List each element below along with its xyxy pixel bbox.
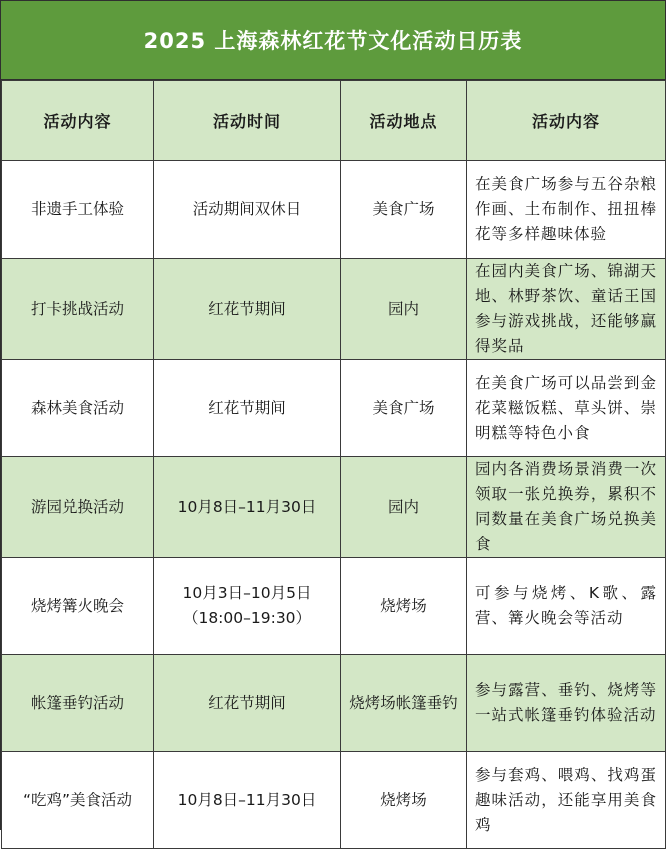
activity-place: 美食广场 (341, 161, 467, 259)
activity-time: 红花节期间 (154, 655, 341, 752)
activity-name: 游园兑换活动 (2, 457, 154, 558)
activity-time-cell (154, 558, 341, 655)
activity-time: 红花节期间 (154, 360, 341, 457)
activity-content: 在美食广场可以品尝到金花菜糍饭糕、草头饼、崇明糕等特色小食 (467, 360, 666, 457)
activity-name: 非遗手工体验 (2, 161, 154, 259)
activity-name: 打卡挑战活动 (2, 259, 154, 360)
activity-content: 园内各消费场景消费一次领取一张兑换券，累积不同数量在美食广场兑换美食 (467, 457, 666, 558)
activity-content: 参与露营、垂钓、烧烤等一站式帐篷垂钓体验活动 (467, 655, 666, 752)
activity-time: 10月8日–11月30日 (154, 752, 341, 849)
activity-name: 森林美食活动 (2, 360, 154, 457)
table-row (2, 558, 666, 655)
page-title: 2025 上海森林红花节文化活动日历表 (1, 1, 665, 80)
activity-place: 园内 (341, 457, 467, 558)
header-time: 活动时间 (154, 81, 341, 161)
table-row (2, 259, 666, 360)
activity-place: 烧烤场 (341, 558, 467, 655)
activity-name: “吃鸡”美食活动 (2, 752, 154, 849)
activity-name: 烧烤篝火晚会 (2, 558, 154, 655)
activity-time: 10月8日–11月30日 (154, 457, 341, 558)
activity-time: 活动期间双休日 (154, 161, 341, 259)
table-row (2, 457, 666, 558)
activity-content: 可参与烧烤、K歌、露营、篝火晚会等活动 (467, 558, 666, 655)
table-row (2, 655, 666, 752)
activity-table (1, 80, 666, 849)
header-content: 活动内容 (467, 81, 666, 161)
header-row (2, 81, 666, 161)
activity-place: 美食广场 (341, 360, 467, 457)
activity-place: 烧烤场 (341, 752, 467, 849)
header-activity: 活动内容 (2, 81, 154, 161)
table-row (2, 161, 666, 259)
activity-content: 参与套鸡、喂鸡、找鸡蛋趣味活动，还能享用美食鸡 (467, 752, 666, 849)
activity-time: 10月3日–10月5日 (182, 584, 312, 602)
activity-place: 烧烤场帐篷垂钓 (341, 655, 467, 752)
table-row (2, 752, 666, 849)
activity-place: 园内 (341, 259, 467, 360)
table-row (2, 360, 666, 457)
activity-name: 帐篷垂钓活动 (2, 655, 154, 752)
activity-time: 红花节期间 (154, 259, 341, 360)
activity-time-hours: （18:00–19:30） (182, 609, 312, 627)
activity-content: 在美食广场参与五谷杂粮作画、土布制作、扭扭棒花等多样趣味体验 (467, 161, 666, 259)
header-place: 活动地点 (341, 81, 467, 161)
activity-content: 在园内美食广场、锦湖天地、林野茶饮、童话王国参与游戏挑战，还能够赢得奖品 (467, 259, 666, 360)
